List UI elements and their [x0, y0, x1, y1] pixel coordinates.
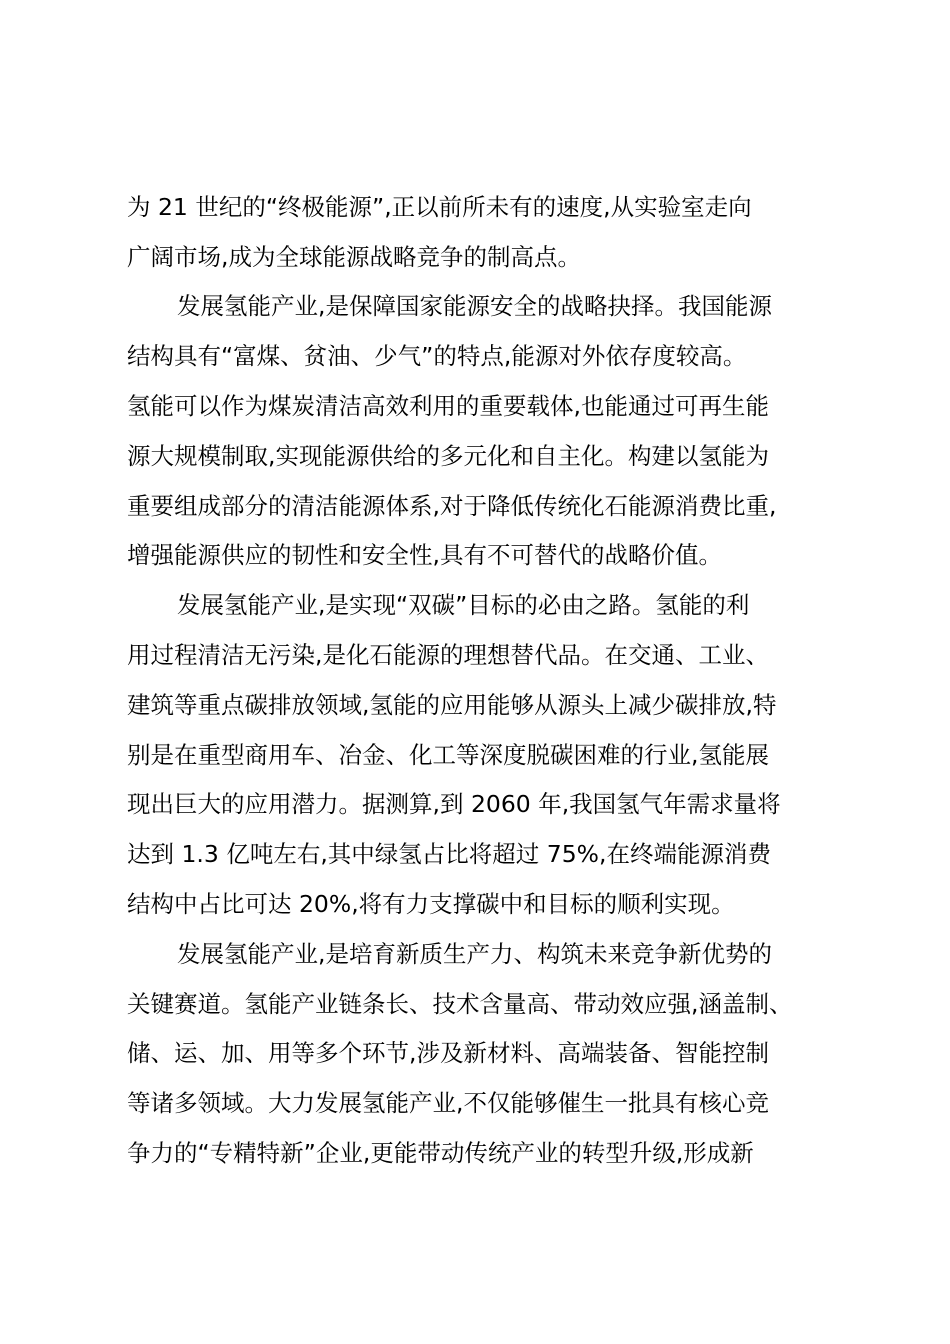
paragraph-3-line-2: 关键赛道。氢能产业链条长、技术含量高、带动效应强,涵盖制、: [127, 990, 793, 1018]
paragraph-2-line-2: 用过程清洁无污染,是化石能源的理想替代品。在交通、工业、: [127, 641, 769, 669]
paragraph-3-line-4: 等诸多领域。大力发展氢能产业,不仅能够催生一批具有核心竞: [127, 1089, 769, 1117]
paragraph-1-line-5: 重要组成部分的清洁能源体系,对于降低传统化石能源消费比重,: [127, 492, 777, 520]
paragraph-1-line-3: 氢能可以作为煤炭清洁高效利用的重要载体,也能通过可再生能: [127, 392, 769, 420]
paragraph-3-line-5: 争力的“专精特新”企业,更能带动传统产业的转型升级,形成新: [127, 1139, 754, 1167]
paragraph-1-line-4: 源大规模制取,实现能源供给的多元化和自主化。构建以氢能为: [127, 442, 769, 470]
paragraph-2-line-4: 别是在重型商用车、冶金、化工等深度脱碳困难的行业,氢能展: [127, 741, 769, 769]
text-line-2: 广阔市场,成为全球能源战略竞争的制高点。: [127, 243, 581, 271]
paragraph-2-line-5: 现出巨大的应用潜力。据测算,到 2060 年,我国氢气年需求量将: [127, 790, 781, 818]
paragraph-3-line-1: 发展氢能产业,是培育新质生产力、构筑未来竞争新优势的: [177, 940, 772, 968]
text-line-1: 为 21 世纪的“终极能源”,正以前所未有的速度,从实验室走向: [127, 193, 752, 221]
paragraph-2-line-3: 建筑等重点碳排放领域,氢能的应用能够从源头上减少碳排放,特: [127, 691, 777, 719]
paragraph-3-line-3: 储、运、加、用等多个环节,涉及新材料、高端装备、智能控制: [127, 1039, 769, 1067]
paragraph-1-line-1: 发展氢能产业,是保障国家能源安全的战略抉择。我国能源: [177, 292, 772, 320]
paragraph-2-line-6: 达到 1.3 亿吨左右,其中绿氢占比将超过 75%,在终端能源消费: [127, 840, 771, 868]
paragraph-2-line-7: 结构中占比可达 20%,将有力支撑碳中和目标的顺利实现。: [127, 890, 735, 918]
paragraph-1-line-6: 增强能源供应的韧性和安全性,具有不可替代的战略价值。: [127, 541, 722, 569]
paragraph-2-line-1: 发展氢能产业,是实现“双碳”目标的必由之路。氢能的利: [177, 591, 750, 619]
paragraph-1-line-2: 结构具有“富煤、贫油、少气”的特点,能源对外依存度较高。: [127, 342, 747, 370]
